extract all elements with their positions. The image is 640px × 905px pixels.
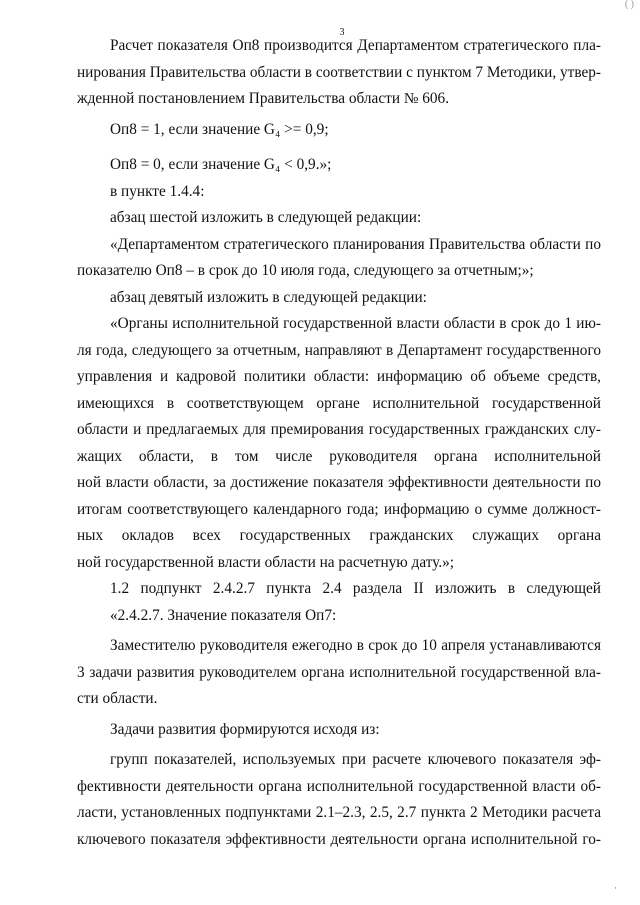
body-line: жденной постановлением Правительства области № 606. [77,90,450,107]
body-line: управления и кадровой политики области: информацию об объеме средств, [77,368,601,385]
body-line: «Департаментом стратегического планирования Правительства области по [110,235,601,253]
body-line: жащих области, в том числе руководителя органа исполнительной [77,447,601,465]
body-line: ной государственной власти области на расчетную дату.»; [77,553,455,571]
body-line: имеющихся в соответствующем органе исполнительной государственной [77,394,601,412]
body-line: «Органы исполнительной государственной власти области в срок до 1 ию- [110,315,601,332]
body-line: абзац шестой изложить в следующей редакции: [110,209,422,226]
page-number: 3 [339,27,345,38]
body-line: ной власти области, за достижение показателя эффективности деятельности по [77,474,601,491]
body-line: ных окладов всех государственных гражданских служащих органа [77,527,601,544]
body-line: 3 задачи развития руководителем органа исполнительной государственной вла- [77,663,601,681]
document-body [77,33,601,853]
body-line: показателю Оп8 – в срок до 10 июля года, следующего за отчетным;»; [77,262,534,279]
body-line: области и предлагаемых для премирования государственных гражданских слу- [77,421,601,438]
body-line: «2.4.2.7. Значение показателя Оп7: [110,606,337,624]
bottom-mark: · [614,883,617,893]
body-line: Расчет показателя Оп8 производится Департаментом стратегического пла- [110,37,601,54]
body-line: Заместителю руководителя ежегодно в срок до 10 апреля устанавливаются [110,637,601,654]
body-line: итогам соответствующего календарного года; информацию о сумме должност- [77,500,601,518]
formula-line: Оп8 = 1, если значение G₄ >= 0,9; [110,120,329,138]
formula-line: Оп8 = 0, если значение G₄ < 0,9.»; [110,156,332,173]
body-line: в пункте 1.4.4: [110,182,205,200]
corner-mark: ( ) [624,0,634,10]
body-line: ключевого показателя эффективности деятельности органа исполнительной го- [77,830,601,848]
body-line: нирования Правительства области в соответствии с пунктом 7 Методики, утвер- [77,63,601,81]
body-line: абзац девятый изложить в следующей редакции: [110,288,427,306]
body-line: ля года, следующего за отчетным, направляют в Департамент государственного [77,341,601,359]
body-line: ласти, установленных подпунктами 2.1–2.3, 2.5, 2.7 пункта 2 Методики расчета [77,804,601,821]
body-line: Задачи развития формируются исходя из: [110,720,380,738]
body-line: сти области. [77,690,158,707]
body-line: 1.2 подпункт 2.4.2.7 пункта 2.4 раздела II изложить в следующей [110,580,601,597]
body-line: групп показателей, используемых при расчете ключевого показателя эф- [110,751,601,768]
body-line: фективности деятельности органа исполнительной государственной власти об- [77,777,601,795]
